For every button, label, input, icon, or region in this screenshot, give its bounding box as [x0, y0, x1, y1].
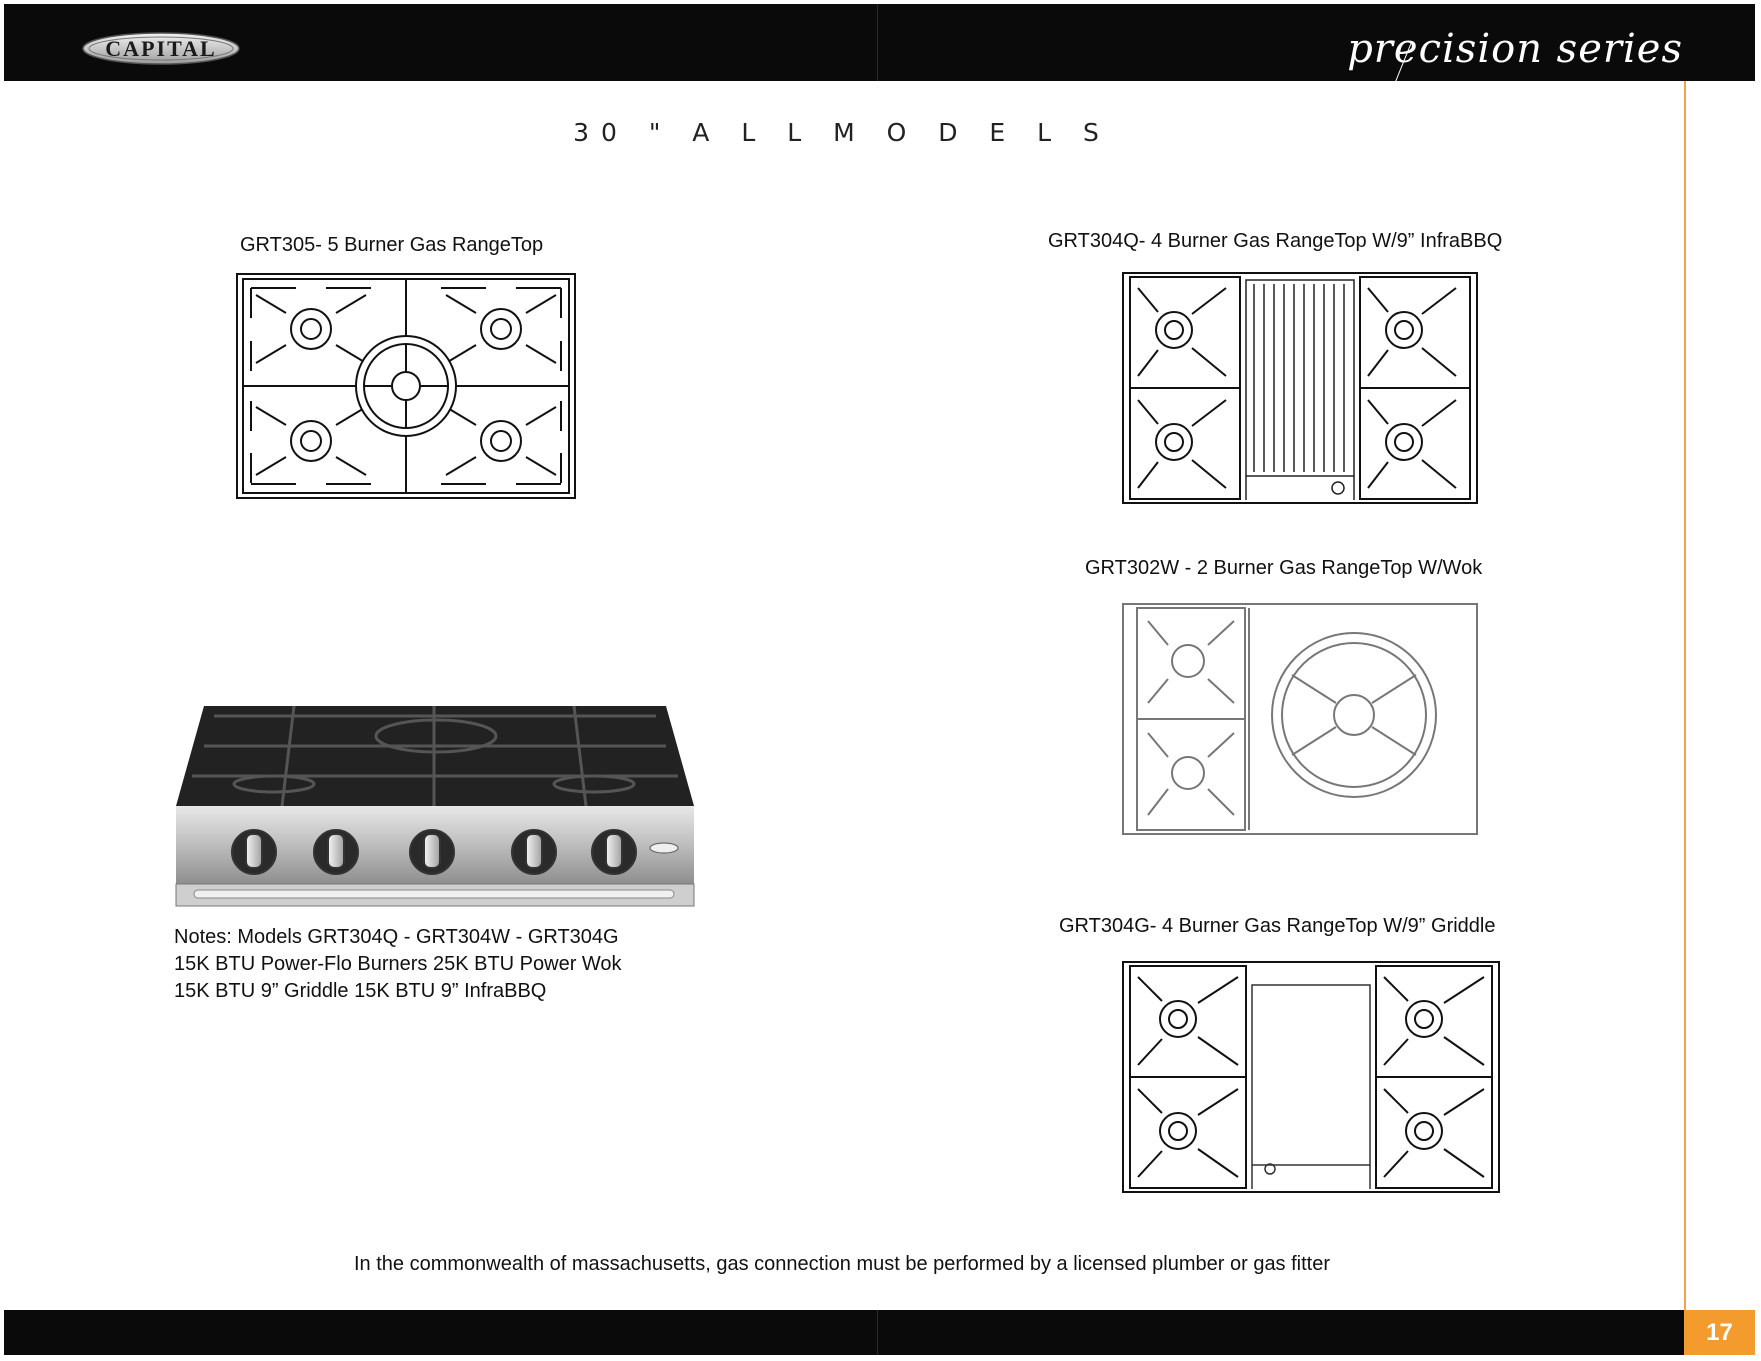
caption-grt304q: GRT304Q- 4 Burner Gas RangeTop W/9” InfraBBQ — [1048, 230, 1503, 252]
burner-center — [356, 336, 456, 436]
caption-grt302w: GRT302W - 2 Burner Gas RangeTop W/Wok — [1085, 557, 1483, 579]
notes-line: Notes: Models GRT304Q - GRT304W - GRT304G — [174, 926, 619, 948]
burner-grate-bl — [251, 401, 371, 484]
page-title: 30 " A L L M O D E L S — [573, 118, 1111, 147]
header-divider — [877, 4, 878, 81]
burner-grate-br — [441, 401, 561, 484]
burner-grate-tl — [251, 288, 371, 371]
rangetop-product-photo — [174, 706, 696, 910]
notes-line: 15K BTU Power-Flo Burners 25K BTU Power Wok — [174, 953, 622, 975]
brand-name: CAPITAL — [105, 36, 217, 61]
infrabbq-grill — [1246, 280, 1354, 500]
header-bar — [4, 4, 1755, 81]
griddle-plate — [1252, 985, 1370, 1189]
grt304q-diagram — [1122, 272, 1478, 504]
notes-line: 15K BTU 9” Griddle 15K BTU 9” InfraBBQ — [174, 980, 547, 1002]
series-title: precision series — [1347, 26, 1683, 72]
grt304g-diagram — [1122, 961, 1500, 1193]
accent-rule — [1684, 81, 1686, 1311]
legal-disclaimer: In the commonwealth of massachusetts, gas connection must be performed by a licensed plumber or gas fitter — [353, 1253, 1331, 1275]
burner-grate-tr — [441, 288, 561, 371]
caption-grt304g: GRT304G- 4 Burner Gas RangeTop W/9” Griddle — [1059, 915, 1496, 937]
footer-divider — [877, 1310, 878, 1355]
wok-burner — [1272, 633, 1436, 797]
grt302w-diagram — [1122, 603, 1478, 835]
grt305-diagram — [236, 273, 576, 499]
capital-logo — [82, 32, 240, 70]
footer-bar — [4, 1310, 1755, 1355]
caption-grt305: GRT305- 5 Burner Gas RangeTop — [240, 234, 544, 256]
model-notes — [174, 924, 622, 1005]
page-number: 17 — [1684, 1310, 1755, 1355]
